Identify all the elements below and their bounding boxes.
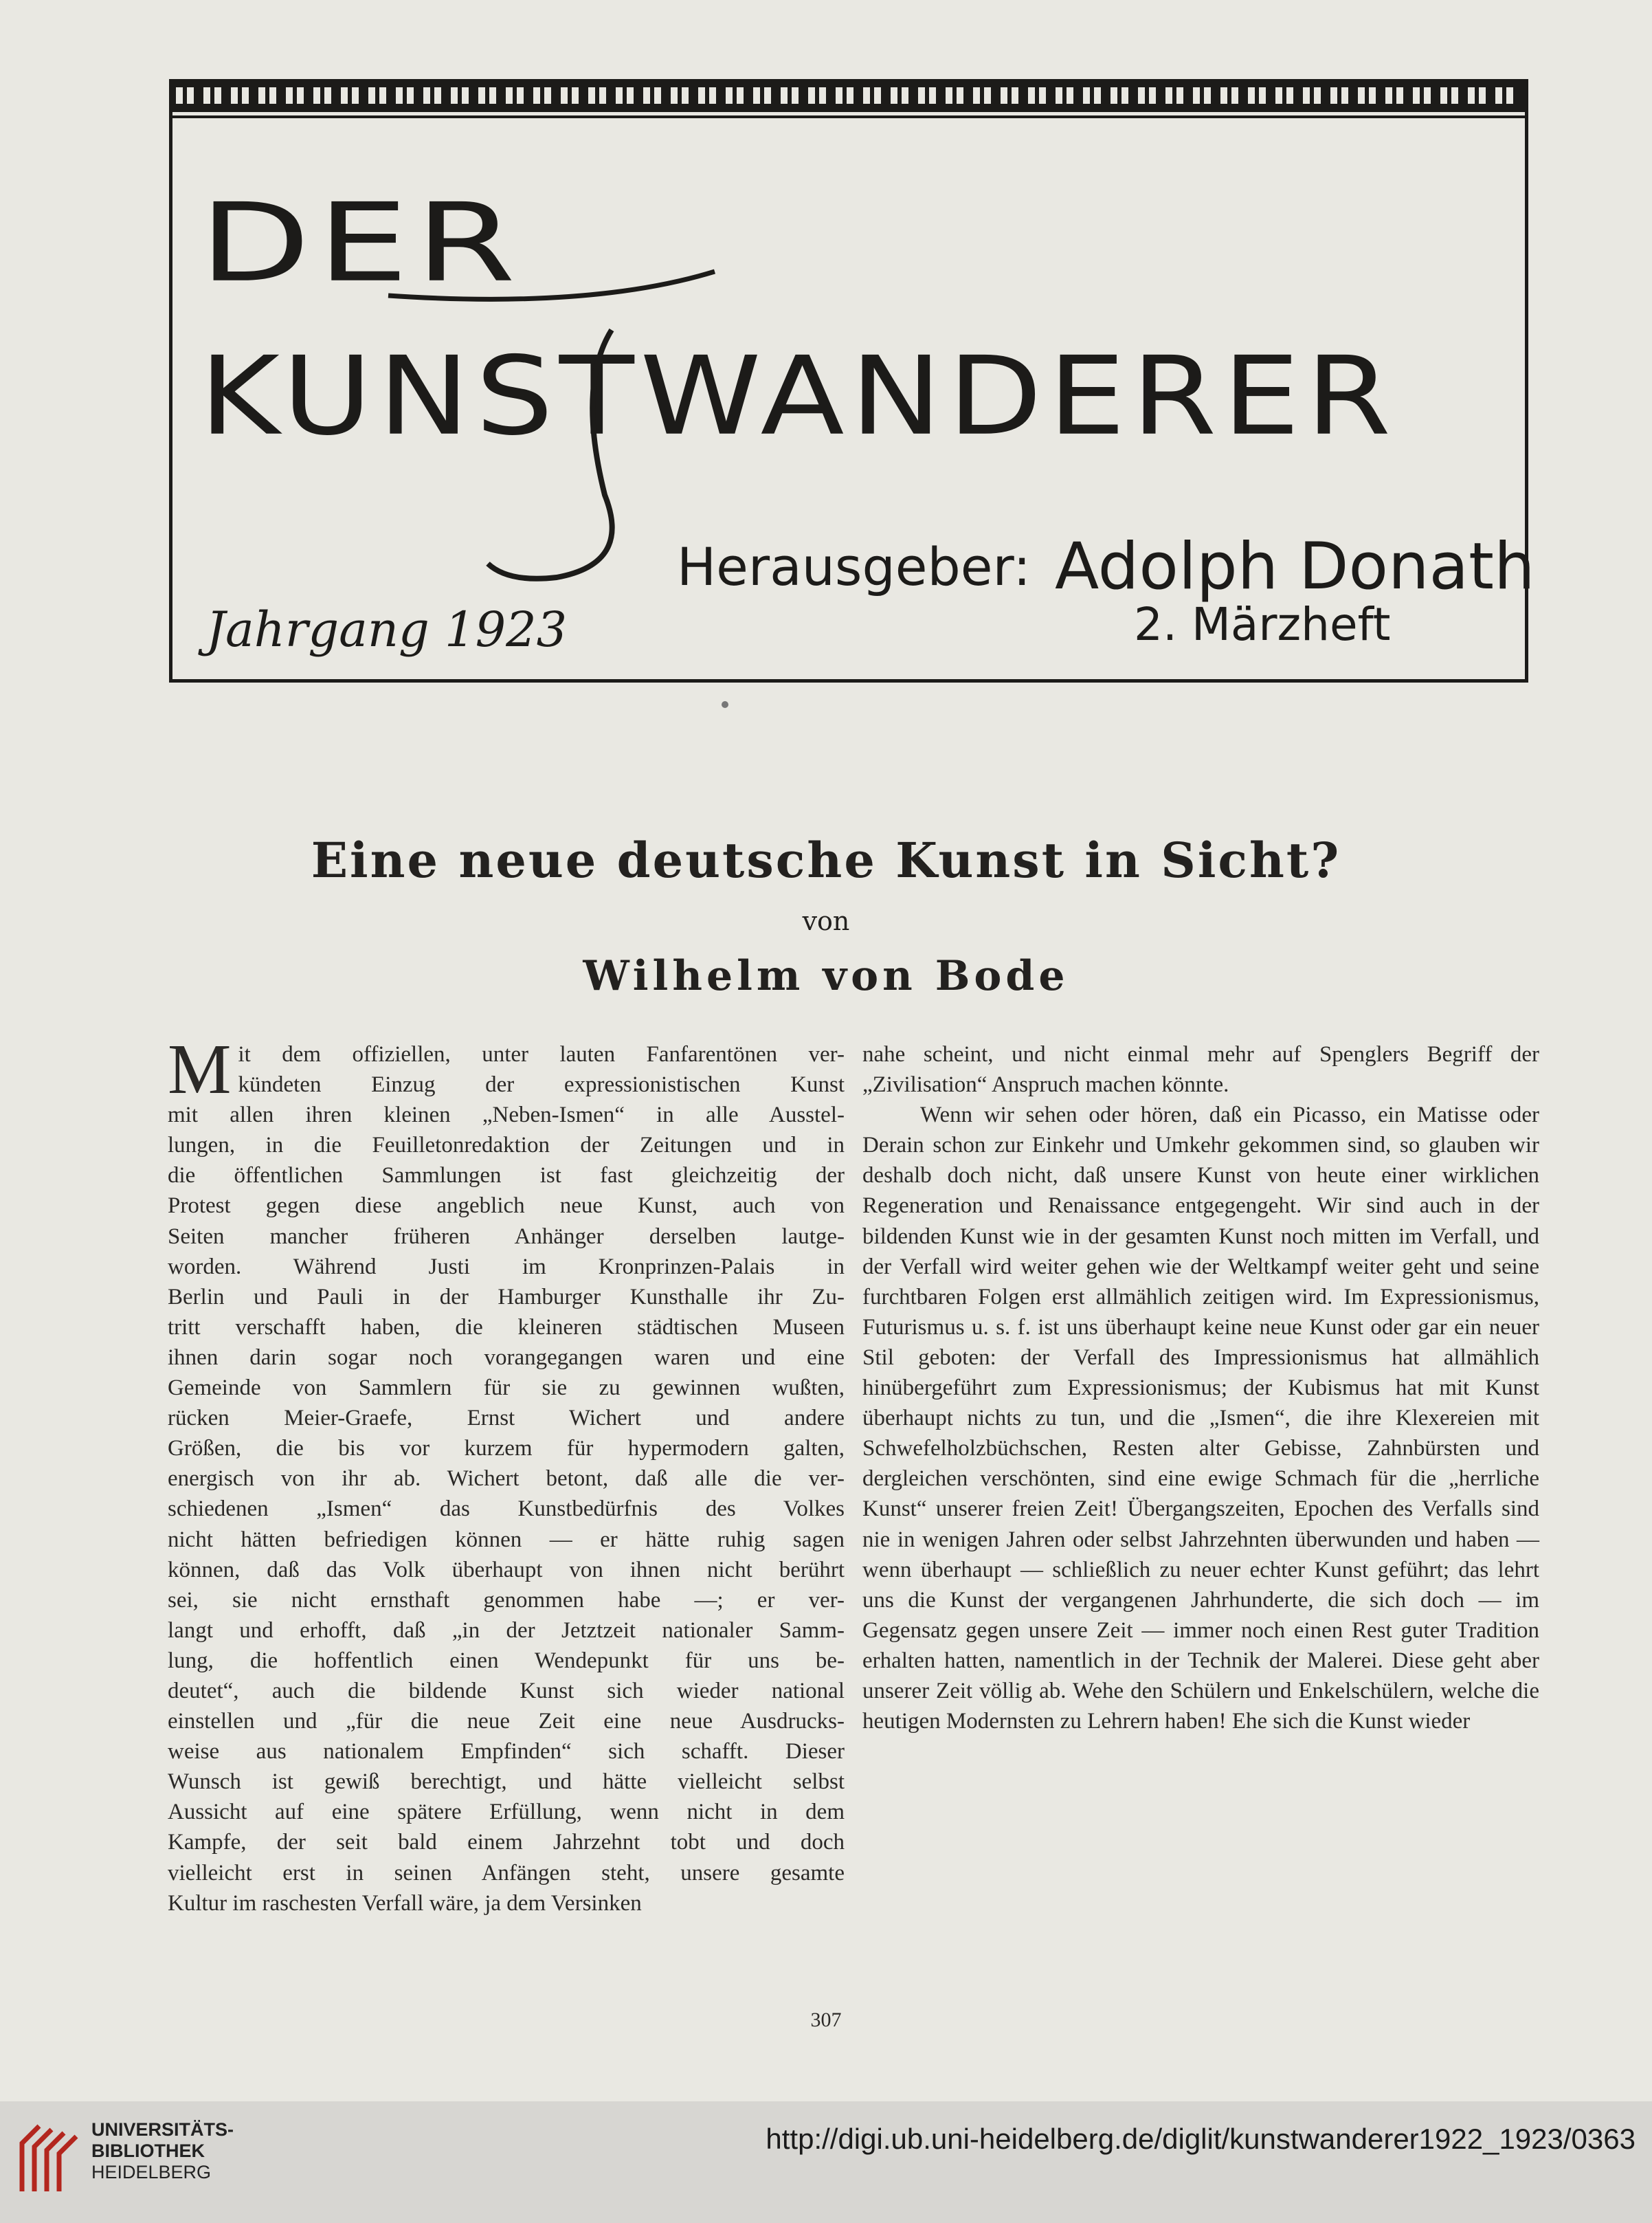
- paragraph: nahe scheint, und nicht einmal mehr auf Spenglers Begriff der „Zivilisation“ Anspruch machen könnte.: [862, 1042, 1539, 1098]
- library-name: [91, 2119, 234, 2183]
- library-name-line: BIBLIOTHEK: [91, 2141, 205, 2161]
- text-line: Wunsch ist gewiß berechtigt, und hätte vielleicht selbst: [168, 1769, 845, 1795]
- text-line: Seiten mancher früheren Anhänger derselben lautge-: [168, 1224, 845, 1249]
- drop-cap: M: [168, 1030, 232, 1109]
- text-line: Kampfe, der seit bald einem Jahrzehnt tobt und doch: [168, 1830, 845, 1855]
- text-line: Aussicht auf eine spätere Erfüllung, wenn nicht in dem: [168, 1800, 845, 1825]
- issue-label: 2. Märzheft: [1134, 598, 1391, 651]
- text-line: weise aus nationalem Empfinden“ sich schafft. Dieser: [168, 1739, 845, 1765]
- masthead-title-line-1: DER: [199, 179, 523, 307]
- title-flourish: [385, 206, 907, 591]
- ink-dot: [722, 701, 728, 708]
- text-line: langt und erhofft, daß „in der Jetztzeit nationaler Samm-: [168, 1617, 845, 1643]
- text-line: energisch von ihr ab. Wichert betont, daß alle die ver-: [168, 1466, 845, 1492]
- text-line: lung, die hoffentlich einen Wendepunkt für uns be-: [168, 1648, 845, 1673]
- text-line: kündeten Einzug der expressionistischen Kunst: [238, 1072, 845, 1098]
- editor-name: Adolph Donath: [1055, 529, 1535, 604]
- university-library-logo-icon: [15, 2116, 84, 2198]
- text-line: lungen, in die Feuilletonredaktion der Zeitungen und in: [168, 1133, 845, 1158]
- text-line: deutet“, auch die bildende Kunst sich wieder national: [168, 1678, 845, 1703]
- library-name-line: UNIVERSITÄTS-: [91, 2119, 234, 2140]
- article-byline-von: von: [802, 906, 850, 936]
- text-line: Gemeinde von Sammlern für sie zu gewinnen wußten,: [168, 1375, 845, 1401]
- text-line: sei, sie nicht ernsthaft genommen habe —; er ver-: [168, 1587, 845, 1613]
- text-line: vielleicht erst in seinen Anfängen steht, unsere gesamte: [168, 1860, 845, 1885]
- volume-label: Jahrgang 1923: [206, 601, 568, 658]
- left-column-text: [168, 1030, 845, 1918]
- text-line: nicht hätten befriedigen können — er hätte ruhig sagen: [168, 1527, 845, 1552]
- footer-bar: [0, 2101, 1652, 2223]
- paragraph: Wenn wir sehen oder hören, daß ein Picasso, ein Matisse oder Derain schon zur Einkehr und Umkehr gekommen sind, so glauben wir deshalb doch nicht, daß unsere Kunst von heute einer wirklichen Regeneration und Renaissance entgegengeht. Wir sind auch in der bildenden Kunst wie in der gesamten Kunst noch mitten im Verfall, und der Verfall wird weiter gehen wie der Weltkampf weiter geht und seine furchtbaren Folgen erst allmählich zeitigen wird. Im Expressionismus, Futurismus u. s. f. ist uns überhaupt keine neue Kunst oder gar ein neuer Stil geboten: der Verfall des Impressionismus hat allmählich hinübergeführt zum Expressionismus; der Kubismus hat mit Kunst überhaupt nichts zu tun, und die „Ismen“, die ihre Klexereien mit Schwefelholzbüchschen, Resten alter Gebisse, Zahnbürsten und dergleichen verschönten, sind eine ewige Schmach für die „herrliche Kunst“ unserer freien Zeit! Übergangszeiten, Epochen des Verfalls sind nie in wenigen Jahren oder selbst Jahrzehnten überwunden und haben — wenn überhaupt — schließlich zu neuer echter Kunst geführt; das lehrt uns die Kunst der vergangenen Jahrhunderte, die sich doch — im Gegensatz gegen unsere Zeit — immer noch einen Rest guter Tradition erhalten hatten, namentlich in der Technik der Malerei. Diese geht aber unserer Zeit völlig ab. Wehe den Schülern und Enkelschülern, welche die heutigen Modernsten zu Lehrern haben! Ehe sich die Kunst wieder: [862, 1103, 1539, 1734]
- text-line: rücken Meier-Graefe, Ernst Wichert und andere: [168, 1406, 845, 1431]
- masthead-title-line-2: KUNSTWANDERER: [199, 333, 1397, 460]
- text-line: worden. Während Justi im Kronprinzen-Palais in: [168, 1254, 845, 1279]
- text-line: Berlin und Pauli in der Hamburger Kunsthalle ihr Zu-: [168, 1284, 845, 1309]
- text-line: können, daß das Volk überhaupt von ihnen nicht berührt: [168, 1557, 845, 1582]
- text-line: schiedenen „Ismen“ das Kunstbedürfnis des Volkes: [168, 1496, 845, 1522]
- text-line: Größen, die bis vor kurzem für hypermodern galten,: [168, 1436, 845, 1461]
- text-line: Protest gegen diese angeblich neue Kunst, auch von: [168, 1193, 845, 1219]
- article-author: Wilhelm von Bode: [583, 952, 1069, 1000]
- text-line: tritt verschafft haben, die kleineren städtischen Museen: [168, 1314, 845, 1340]
- text-line: einstellen und „für die neue Zeit eine neue Ausdrucks-: [168, 1709, 845, 1734]
- source-url: http://digi.ub.uni-heidelberg.de/diglit/kunstwanderer1922_1923/0363: [766, 2123, 1636, 2155]
- article-column-left: [168, 1030, 845, 1918]
- text-line: die öffentlichen Sammlungen ist fast gleichzeitig der: [168, 1163, 845, 1188]
- page-number: 307: [810, 2009, 842, 2031]
- text-line: mit allen ihren kleinen „Neben-Ismen“ in alle Ausstel-: [168, 1103, 845, 1128]
- text-line: Kultur im raschesten Verfall wäre, ja dem Versinken: [168, 1890, 642, 1916]
- library-name-line: HEIDELBERG: [91, 2162, 212, 2182]
- article-column-right: [862, 1039, 1539, 1736]
- ornamental-border: [169, 79, 1528, 112]
- text-line: ihnen darin sogar noch vorangegangen waren und eine: [168, 1345, 845, 1370]
- article-title: Eine neue deutsche Kunst in Sicht?: [311, 832, 1341, 889]
- editor-label: Herausgeber:: [677, 536, 1031, 597]
- text-line: it dem offiziellen, unter lauten Fanfarentönen ver-: [238, 1042, 845, 1067]
- ornament-rule: [169, 115, 1528, 118]
